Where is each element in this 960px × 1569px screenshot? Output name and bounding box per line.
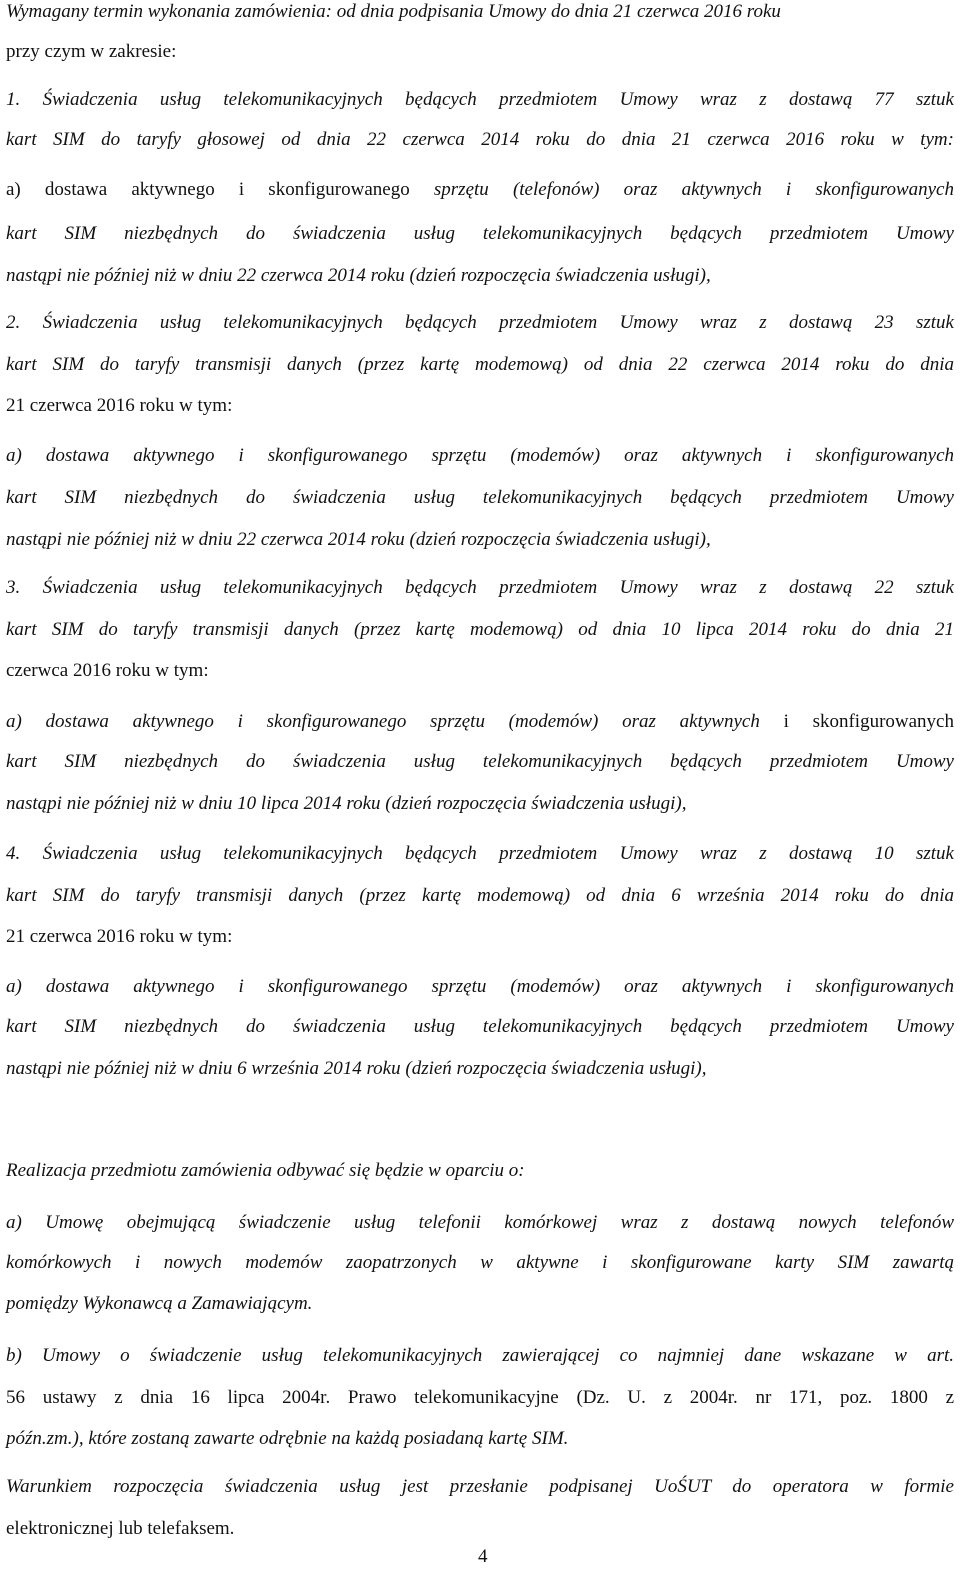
text-segment: przy czym w zakresie: bbox=[6, 41, 177, 62]
text-segment: a) dostawa aktywnego i skonfigurowanego sprzętu (modemów) oraz aktywnych i skonfigurowanych bbox=[6, 976, 954, 997]
text-segment: kart SIM niezbędnych do świadczenia usług telekomunikacyjnych będących przedmiotem Umowy bbox=[6, 487, 954, 508]
basis-a-line-3 bbox=[6, 1292, 312, 1316]
item-3a-line-1 bbox=[6, 710, 954, 734]
item-1a-line-1 bbox=[6, 178, 954, 202]
item-1-line-1 bbox=[6, 88, 954, 112]
item-2-line-1 bbox=[6, 311, 954, 335]
item-3-line-1 bbox=[6, 576, 954, 600]
condition-line-1 bbox=[6, 1475, 954, 1499]
text-segment: a) dostawa aktywnego i skonfigurowanego bbox=[6, 179, 410, 200]
item-4a-line-3 bbox=[6, 1057, 707, 1081]
item-3a-line-2 bbox=[6, 750, 954, 774]
text-segment: 56 ustawy z dnia 16 lipca 2004r. Prawo telekomunikacyjne (Dz. U. z 2004r. nr 171, poz. 1800 z bbox=[6, 1387, 954, 1408]
text-segment: a) dostawa aktywnego i skonfigurowanego sprzętu (modemów) oraz aktywnych i skonfigurowanych bbox=[6, 445, 954, 466]
text-segment: kart SIM niezbędnych do świadczenia usług telekomunikacyjnych będących przedmiotem Umowy bbox=[6, 751, 954, 772]
item-2-line-2 bbox=[6, 353, 954, 377]
text-segment: Wymagany termin wykonania zamówienia: od dnia podpisania Umowy do dnia 21 czerwca 2016 roku bbox=[6, 1, 781, 22]
text-segment: kart SIM niezbędnych do świadczenia usług telekomunikacyjnych będących przedmiotem Umowy bbox=[6, 223, 954, 244]
item-1a-line-3 bbox=[6, 264, 711, 288]
text-segment: elektronicznej lub telefaksem. bbox=[6, 1518, 235, 1539]
basis-heading bbox=[6, 1159, 525, 1183]
text-segment: i skonfigurowanych bbox=[759, 711, 954, 732]
text-segment: kart SIM do taryfy transmisji danych (przez kartę modemową) od dnia 10 lipca 2014 roku do dnia 21 bbox=[6, 619, 954, 640]
item-1a-line-2 bbox=[6, 222, 954, 246]
deadline-line-1 bbox=[6, 0, 781, 24]
item-2a-line-2 bbox=[6, 486, 954, 510]
item-2a-line-1 bbox=[6, 444, 954, 468]
basis-b-line-1 bbox=[6, 1344, 954, 1368]
text-segment: b) Umowy o świadczenie usług telekomunikacyjnych zawierającej co najmniej dane wskazane w art. bbox=[6, 1345, 954, 1366]
text-segment: 4. Świadczenia usług telekomunikacyjnych będących przedmiotem Umowy wraz z dostawą 10 sztuk bbox=[6, 843, 954, 864]
item-2a-line-3 bbox=[6, 528, 711, 552]
item-4-line-1 bbox=[6, 842, 954, 866]
item-1-line-2 bbox=[6, 128, 954, 152]
condition-line-2 bbox=[6, 1517, 234, 1541]
text-segment: komórkowych i nowych modemów zaopatrzonych w aktywne i skonfigurowane karty SIM zawartą bbox=[6, 1252, 954, 1273]
text-segment: późn.zm.), które zostaną zawarte odrębnie na każdą posiadaną kartę SIM. bbox=[6, 1428, 569, 1449]
text-segment: 21 czerwca 2016 roku w tym: bbox=[6, 395, 233, 416]
deadline-line-2 bbox=[6, 40, 176, 64]
item-4a-line-2 bbox=[6, 1015, 954, 1039]
text-segment: kart SIM do taryfy transmisji danych (przez kartę modemową) od dnia 6 września 2014 roku do dnia bbox=[6, 885, 954, 906]
text-segment: kart SIM do taryfy transmisji danych (przez kartę modemową) od dnia 22 czerwca 2014 roku do dnia bbox=[6, 354, 954, 375]
text-segment: nastąpi nie później niż w dniu 22 czerwca 2014 roku (dzień rozpoczęcia świadczenia usługi), bbox=[6, 529, 711, 550]
basis-b-line-2 bbox=[6, 1386, 954, 1410]
text-segment: 3. Świadczenia usług telekomunikacyjnych będących przedmiotem Umowy wraz z dostawą 22 sztuk bbox=[6, 577, 954, 598]
text-segment: pomiędzy Wykonawcą a Zamawiającym. bbox=[6, 1293, 313, 1314]
text-segment: kart SIM do taryfy głosowej od dnia 22 czerwca 2014 roku do dnia 21 czerwca 2016 roku w tym: bbox=[6, 129, 954, 150]
item-4-line-2 bbox=[6, 884, 954, 908]
basis-a-line-2 bbox=[6, 1251, 954, 1275]
text-segment: 2. Świadczenia usług telekomunikacyjnych będących przedmiotem Umowy wraz z dostawą 23 sztuk bbox=[6, 312, 954, 333]
document-page bbox=[6, 0, 954, 1569]
item-3-line-3 bbox=[6, 659, 209, 683]
basis-b-line-3 bbox=[6, 1427, 568, 1451]
item-4-line-3 bbox=[6, 925, 232, 949]
text-segment: 21 czerwca 2016 roku w tym: bbox=[6, 926, 233, 947]
text-segment: a) Umowę obejmującą świadczenie usług telefonii komórkowej wraz z dostawą nowych telefonów bbox=[6, 1212, 954, 1233]
item-2-line-3 bbox=[6, 394, 232, 418]
text-segment: czerwca 2016 roku w tym: bbox=[6, 660, 209, 681]
text-segment: nastąpi nie później niż w dniu 6 września 2014 roku (dzień rozpoczęcia świadczenia usługi), bbox=[6, 1058, 707, 1079]
text-segment: sprzętu (telefonów) oraz aktywnych i skonfigurowanych bbox=[409, 179, 954, 200]
text-segment: a) dostawa aktywnego i skonfigurowanego sprzętu (modemów) oraz aktywnych bbox=[6, 711, 760, 732]
basis-a-line-1 bbox=[6, 1211, 954, 1235]
text-segment: nastąpi nie później niż w dniu 10 lipca 2014 roku (dzień rozpoczęcia świadczenia usługi), bbox=[6, 793, 687, 814]
text-segment: kart SIM niezbędnych do świadczenia usług telekomunikacyjnych będących przedmiotem Umowy bbox=[6, 1016, 954, 1037]
item-4a-line-1 bbox=[6, 975, 954, 999]
text-segment: 1. Świadczenia usług telekomunikacyjnych będących przedmiotem Umowy wraz z dostawą 77 sztuk bbox=[6, 89, 954, 110]
item-3a-line-3 bbox=[6, 792, 686, 816]
item-3-line-2 bbox=[6, 618, 954, 642]
text-segment: nastąpi nie później niż w dniu 22 czerwca 2014 roku (dzień rozpoczęcia świadczenia usługi), bbox=[6, 265, 711, 286]
text-segment: Realizacja przedmiotu zamówienia odbywać się będzie w oparciu o: bbox=[6, 1160, 525, 1181]
text-segment: Warunkiem rozpoczęcia świadczenia usług jest przesłanie podpisanej UoŚUT do operatora w formie bbox=[6, 1476, 954, 1497]
page-number: 4 bbox=[478, 1546, 488, 1567]
